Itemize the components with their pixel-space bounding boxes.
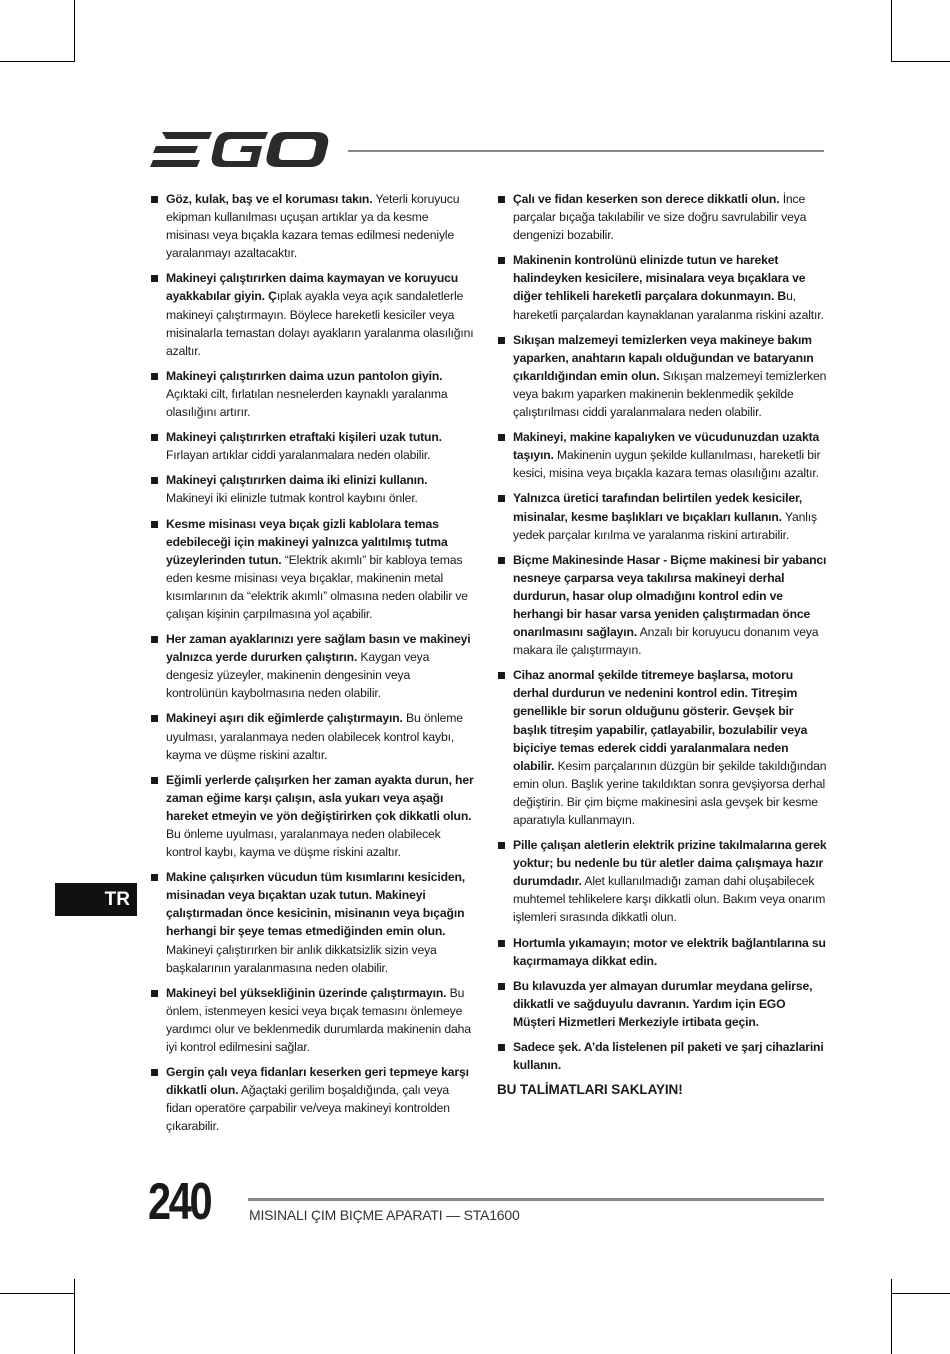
item-bold-text: Makineyi, makine kapalıyken ve vücudunuzdan uzakta taşıyın. bbox=[513, 430, 820, 463]
item-bold-text: Pille çalışan aletlerin elektrik prizine takılmalarına gerek yoktur; bu nedenle bu tür aletler daima çalışmaya hazır durumdadır. bbox=[513, 838, 827, 889]
left-column bbox=[150, 190, 475, 1143]
item-body-text: Yanlış yedek parçalar kırılma ve yaralanma riskini artırabilir. bbox=[513, 509, 817, 542]
safety-list-item bbox=[150, 984, 475, 1056]
item-body-text: Makinenin uygun şekilde kullanılması, hareketli bir kesici, misina veya bıçakla kazara temas olasılığını azaltır. bbox=[513, 448, 821, 481]
item-bold-text: Makineyi çalıştırırken daima iki elinizi kullanın. bbox=[166, 473, 428, 488]
safety-list-item bbox=[150, 1063, 475, 1135]
item-body-text: Ağaçtaki gerilim boşaldığında, çalı veya fidan operatöre çarpabilir ve/veya makineyi kontrolden çıkarabilir. bbox=[166, 1083, 450, 1134]
item-body-text: Fırlayan artıklar ciddi yaralanmalara neden olabilir. bbox=[166, 448, 431, 463]
safety-list-item bbox=[497, 428, 827, 482]
safety-list-item bbox=[150, 190, 475, 262]
safety-list-item bbox=[150, 630, 475, 702]
item-body-text: Sıkışan malzemeyi temizlerken veya bakım yaparken makinenin beklenmedik şekilde çalıştırılması ciddi yaralanmalara neden olabilir. bbox=[513, 368, 827, 420]
item-body-text: Bu önlem, istenmeyen kesici veya bıçak temasını önlemeye yardımcı olur ve beklenmedik durumlarda makinenin daha iyi kontrol edilmesini sağlar. bbox=[166, 985, 471, 1055]
item-body-text: u, hareketli parçalardan kaynaklanan yaralanma riskini azaltır. bbox=[513, 289, 824, 322]
item-bold-text: Çalı ve fidan keserken son derece dikkatli olun. bbox=[513, 192, 780, 206]
safety-list-item bbox=[497, 190, 827, 244]
safety-list-item bbox=[150, 367, 475, 421]
item-bold-text: Cihaz anormal şekilde titremeye başlarsa, motoru derhal durdurun ve nedenini kontrol edin. Titreşim genellikle bir sorun olduğunu gösterir. Gevşek bir başlık titreşim yapabilir, çatlayabilir, bozulabilir veya biçiciye temas ederek ciddi yaralanmalara neden olabilir. bbox=[513, 668, 808, 773]
item-bold-text: Makineyi aşırı dik eğimlerde çalıştırmayın. bbox=[166, 711, 403, 726]
safety-list-item bbox=[497, 836, 827, 926]
item-body-text: Açıktaki cilt, fırlatılan nesnelerden kaynaklı yaralanma olasılığını artırır. bbox=[166, 386, 448, 420]
safety-list-item bbox=[497, 251, 827, 323]
item-bold-text: Makineyi çalıştırırken daima uzun pantolon giyin. bbox=[166, 368, 443, 383]
header-rule bbox=[348, 150, 824, 152]
ego-logo bbox=[150, 130, 330, 170]
language-tab: TR bbox=[55, 883, 137, 916]
item-bold-text: Biçme Makinesinde Hasar - Biçme makinesi bir yabancı nesneye çarparsa veya takılırsa makineyi derhal durdurun, hasar olup olmadığını kontrol edin ve herhangi bir hasar varsa yeniden çalıştırmadan önce onarılmasını sağlayın. bbox=[513, 552, 827, 640]
save-instructions-heading: BU TALİMATLARI SAKLAYIN! bbox=[497, 1082, 683, 1098]
item-body-text: ıplak ayakla veya açık sandaletlerle makineyi çalıştırmayın. Böylece hareketli kesiciler veya misinalarla temastan dolayı ayakların yaralanma olasılığını azaltır. bbox=[166, 289, 474, 358]
item-body-text: Yeterli koruyucu ekipman kullanılması uçuşan artıklar ya da kesme misinası veya bıçakla kazara temas edilmesi nedeniyle yaralanmayı azaltacaktır. bbox=[166, 192, 460, 261]
item-bold-text: Makineyi çalıştırırken daima kaymayan ve koruyucu ayakkabılar giyin. Ç bbox=[166, 271, 459, 304]
item-body-text: Makineyi çalıştırırken bir anlık dikkatsizlik sizin veya başkalarının yaralanmasına neden olabilir. bbox=[166, 942, 437, 975]
safety-list-item bbox=[497, 934, 827, 970]
item-bold-text: Yalnızca üretici tarafından belirtilen yedek kesiciler, misinalar, kesme başlıkları ve bıçakları kullanın. bbox=[513, 491, 803, 524]
item-bold-text: Sıkışan malzemeyi temizlerken veya makineye bakım yaparken, anahtarın kapalı olduğundan ve bataryanın çıkarıldığından emin olun. bbox=[513, 332, 814, 383]
item-bold-text: Makineyi çalıştırırken etraftaki kişileri uzak tutun. bbox=[166, 430, 442, 445]
footer-rule bbox=[248, 1198, 824, 1201]
safety-list-item bbox=[150, 868, 475, 977]
item-body-text: Kaygan veya dengesiz yüzeyler, makinenin dengesinin veya kontrolünün kaybolmasına neden olabilir. bbox=[166, 650, 430, 701]
safety-list-item bbox=[150, 771, 475, 861]
item-body-text: Kesim parçalarının düzgün bir şekilde takıldığından emin olun. Başlık yerine takıldıktan sonra gevşiyorsa derhal değiştirin. Bir çim biçme makinesini asla gevşek bir kesme aparatıyla kullanmayın. bbox=[513, 758, 827, 827]
footer-title: MISINALI ÇIM BIÇME APARATI — STA1600 bbox=[249, 1207, 520, 1223]
safety-list-item bbox=[497, 489, 827, 543]
item-bold-text: Gergin çalı veya fidanları keserken geri tepmeye karşı dikkatli olun. bbox=[166, 1065, 469, 1098]
item-bold-text: Sadece şek. A’da listelenen pil paketi ve şarj cihazlarini kullanın. bbox=[513, 1040, 824, 1073]
safety-list-item bbox=[150, 269, 475, 359]
item-body-text: Bu önleme uyulması, yaralanmaya neden olabilecek kontrol kaybı, kayma ve düşme riskini azaltır. bbox=[166, 711, 463, 762]
item-body-text: Bu önleme uyulması, yaralanmaya neden olabilecek kontrol kaybı, kayma ve düşme riskini azaltır. bbox=[166, 827, 441, 860]
safety-list-item bbox=[497, 1038, 827, 1074]
item-bold-text: Makine çalışırken vücudun tüm kısımlarını kesiciden, misinadan veya bıçaktan uzak tutun. Makineyi çalıştırmadan önce kesicinin, misinanın veya bıçağın herhangi bir şeye temas etmediğinden emin olun. bbox=[166, 870, 466, 939]
safety-list-item bbox=[497, 331, 827, 421]
right-items-list bbox=[497, 190, 827, 1074]
item-bold-text: Kesme misinası veya bıçak gizli kablolara temas edebileceği için makineyi yalnızca yalıtılmış tutma yüzeylerinden tutun. bbox=[166, 516, 448, 567]
item-bold-text: Makineyi bel yüksekliğinin üzerinde çalıştırmayın. bbox=[166, 985, 447, 1000]
item-bold-text: Makinenin kontrolünü elinizde tutun ve hareket halindeyken kesicilere, misinalara veya bıçaklara ve diğer tehlikeli hareketli parçalara dokunmayın. B bbox=[513, 253, 806, 304]
safety-list-item bbox=[150, 709, 475, 763]
safety-list-item bbox=[497, 666, 827, 829]
item-bold-text: Göz, kulak, baş ve el koruması takın. bbox=[166, 192, 373, 206]
safety-list-item bbox=[497, 977, 827, 1031]
item-body-text: “Elektrik akımlı” bir kabloya temas eden kesme misinası veya bıçaklar, makinenin metal kısımlarının da “elektrik akımlı” olmasına neden olabilir ve çalışan kişinin çarpılmasına yol açabilir. bbox=[166, 552, 468, 621]
item-bold-text: Hortumla yıkamayın; motor ve elektrik bağlantılarına su kaçırmamaya dikkat edin. bbox=[513, 935, 826, 968]
page-number: 240 bbox=[148, 1173, 211, 1231]
safety-list-item bbox=[150, 471, 475, 507]
item-bold-text: Her zaman ayaklarınızı yere sağlam basın ve makineyi yalnızca yerde dururken çalıştırın. bbox=[166, 632, 471, 665]
item-bold-text: Eğimli yerlerde çalışırken her zaman ayakta durun, her zaman eğime karşı çalışın, asla yukarı veya aşağı hareket etmeyin ve yön değiştirirken çok dikkatli olun. bbox=[166, 772, 474, 823]
safety-list-item bbox=[150, 428, 475, 464]
item-body-text: İnce parçalar bıçağa takılabilir ve size doğru savrulabilir veya dengenizi bozabilir. bbox=[513, 192, 807, 243]
item-bold-text: Bu kılavuzda yer almayan durumlar meydana gelirse, dikkatli ve sağduyulu davranın. Yardım için EGO Müşteri Hizmetleri Merkeziyle irtibata geçin. bbox=[513, 978, 813, 1029]
item-body-text: Alet kullanılmadığı zaman dahi oluşabilecek muhtemel tehlikelere karşı dikkatli olun. Bakım veya onarım işlemleri sırasında dikkatli olun. bbox=[513, 874, 826, 925]
safety-list-item bbox=[150, 515, 475, 624]
safety-list-item bbox=[497, 551, 827, 660]
item-body-text: Anzalı bir koruyucu donanım veya makara ile çalıştırmayın. bbox=[513, 625, 819, 658]
item-body-text: Makineyi iki elinizle tutmak kontrol kaybını önler. bbox=[166, 491, 418, 506]
right-column bbox=[497, 190, 827, 1097]
